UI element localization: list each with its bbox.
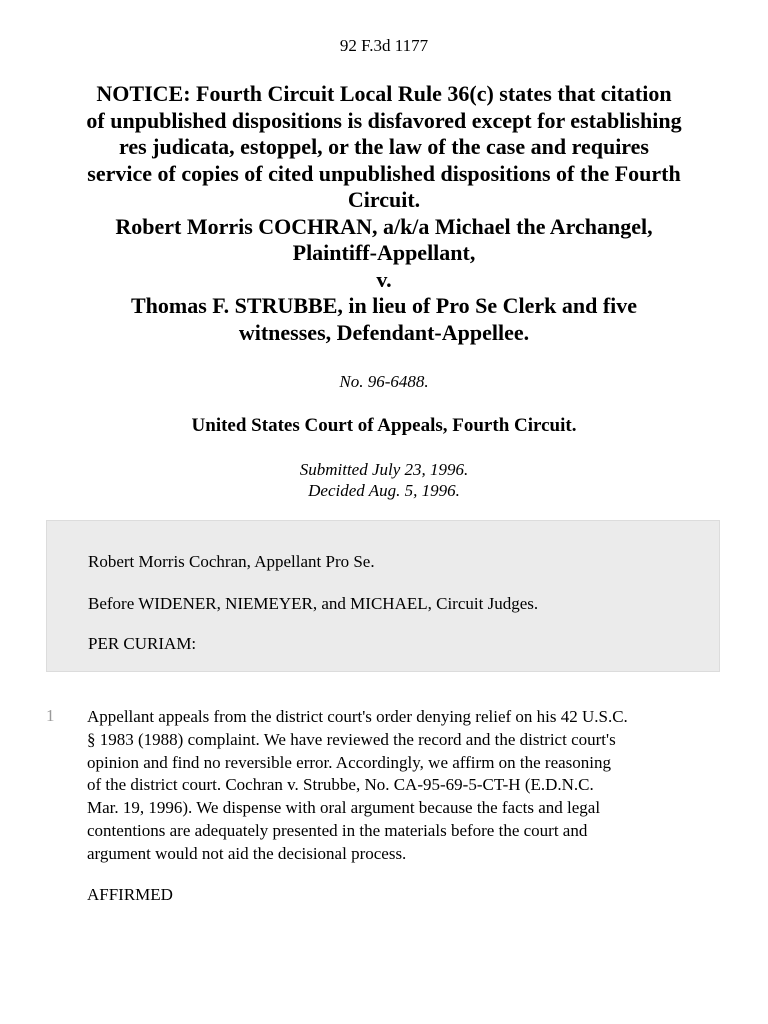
notice-line: NOTICE: Fourth Circuit Local Rule 36(c) states that citation [96, 81, 672, 106]
paragraph-number: 1 [46, 706, 55, 725]
opinion-line: opinion and find no reversible error. Accordingly, we affirm on the reasoning [87, 752, 612, 772]
opinion-line: of the district court. Cochran v. Strubbe, No. CA-95-69-5-CT-H (E.D.N.C. [87, 775, 594, 795]
counsel-box [46, 520, 720, 672]
defendant-line: Thomas F. STRUBBE, in lieu of Pro Se Clerk and five [130, 293, 638, 318]
per-curiam-label: PER CURIAM: [88, 634, 197, 653]
case-heading [40, 81, 728, 346]
disposition: AFFIRMED [87, 885, 173, 904]
opinion-paragraph [87, 706, 727, 866]
opinion-line: Appellant appeals from the district court's order denying relief on his 42 U.S.C. [87, 707, 628, 726]
docket-number: No. 96-6488. [339, 372, 429, 391]
case-dates [0, 459, 768, 501]
submitted-date: Submitted July 23, 1996. [299, 460, 469, 479]
notice-line: service of copies of cited unpublished dispositions of the Fourth [87, 160, 681, 186]
reporter-citation: 92 F.3d 1177 [339, 36, 429, 55]
plaintiff-line: Robert Morris COCHRAN, a/k/a Michael the Archangel, [115, 213, 653, 239]
counsel-line: Robert Morris Cochran, Appellant Pro Se. [88, 552, 375, 571]
notice-line: Circuit. [347, 187, 421, 212]
opinion-line: contentions are adequately presented in the materials before the court and [87, 820, 588, 840]
defendant-line: witnesses, Defendant-Appellee. [238, 319, 530, 345]
opinion-line: Mar. 19, 1996). We dispense with oral argument because the facts and legal [87, 798, 601, 818]
opinion-line: § 1983 (1988) complaint. We have reviewed the record and the district court's [87, 729, 616, 749]
versus: v. [376, 266, 392, 292]
opinion-line: argument would not aid the decisional process. [87, 843, 407, 863]
court-name: United States Court of Appeals, Fourth Circuit. [191, 415, 577, 436]
decided-date: Decided Aug. 5, 1996. [308, 481, 460, 500]
judges-line: Before WIDENER, NIEMEYER, and MICHAEL, Circuit Judges. [88, 594, 539, 613]
notice-line: of unpublished dispositions is disfavored except for establishing [86, 107, 682, 133]
notice-line: res judicata, estoppel, or the law of the case and requires [118, 134, 649, 159]
plaintiff-line: Plaintiff-Appellant, [292, 240, 476, 265]
